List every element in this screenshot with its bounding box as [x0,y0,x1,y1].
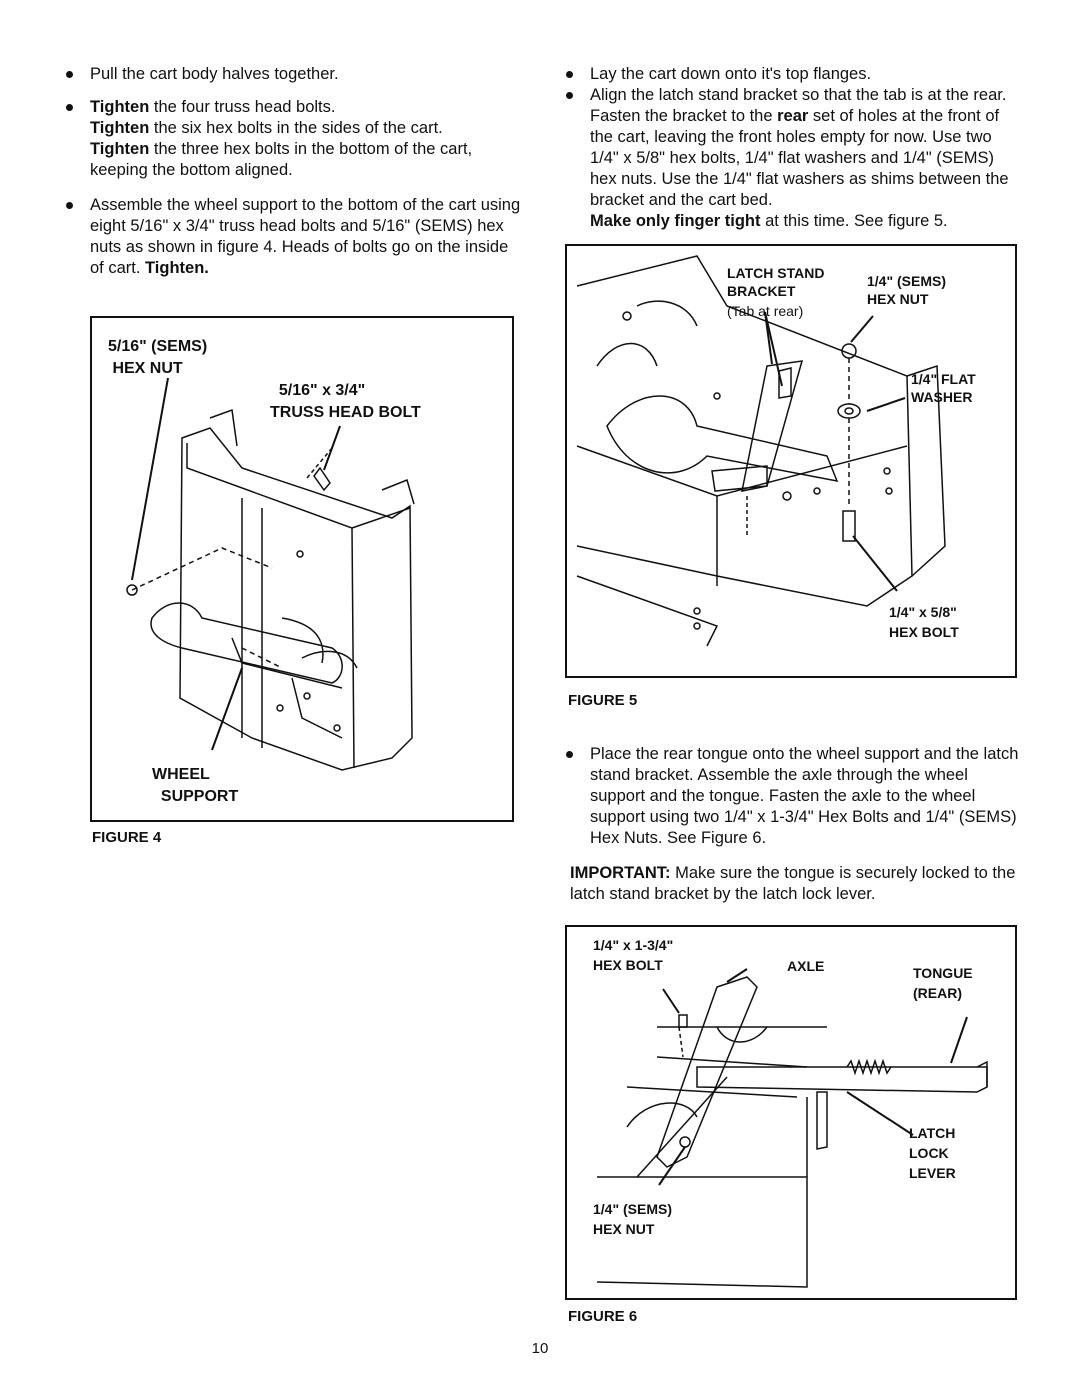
fig4-hex-nut-label: 5/16" (SEMS) HEX NUT [108,338,208,377]
bullet-align-bracket: Align the latch stand bracket so that the tab is at the rear. Fasten the bracket to the rear set of holes at the front of the cart, leaving the front holes empty for now. Use two 1/4" x 5/8" hex bolts, 1/4" flat washers and 1/4" (SEMS) hex nuts. Use the 1/4" flat washers as shims between the bracket and the cart bed. Make only finger tight at this time. See figure 5. [562,85,1022,232]
figure-6-box [565,925,1017,1300]
fig6-axle-label: AXLE [787,958,825,974]
fig5-washer-label: 1/4" FLAT WASHER [911,371,976,405]
fig5-latch-bracket-label: LATCH STAND BRACKET [727,265,825,299]
bullet-wheel-support: Assemble the wheel support to the bottom of the cart using eight 5/16" x 3/4" truss head bolts and 5/16" (SEMS) hex nuts as shown in figure 4. Heads of bolts go on the inside of cart. Tighten. [62,195,522,279]
figure-5-caption: FIGURE 5 [568,692,638,709]
fig5-hex-bolt-label: 1/4" x 5/8" HEX BOLT [889,604,959,640]
fig4-wheel-support-label: WHEEL SUPPORT [152,766,239,805]
fig5-sems-nut-label: 1/4" (SEMS) HEX NUT [867,273,946,307]
figure-6-caption: FIGURE 6 [568,1308,638,1325]
fig6-sems-nut-label: 1/4" (SEMS) HEX NUT [593,1201,672,1237]
important-note: IMPORTANT: Make sure the tongue is securely locked to the latch stand bracket by the latch lock lever. [570,864,1016,903]
bullet-pull-halves: Pull the cart body halves together. [62,64,522,85]
figure-4-caption: FIGURE 4 [92,829,162,846]
fig5-tab-label: (Tab at rear) [727,303,804,319]
fig6-hex-bolt-label: 1/4" x 1-3/4" HEX BOLT [593,937,674,973]
fig6-tongue-label: TONGUE (REAR) [913,965,973,1001]
tighten-side-line: Tighten the six hex bolts in the sides of the cart. [90,119,443,137]
right-column-top [562,64,1022,244]
figure-5-box [565,244,1017,678]
left-column [62,64,522,291]
figure-4-box [90,316,514,822]
fig6-latch-lever-label: LATCH LOCK LEVER [909,1125,956,1181]
right-column-bottom [562,744,1022,905]
fig4-truss-bolt-label: 5/16" x 3/4" TRUSS HEAD BOLT [270,382,421,421]
bullet-rear-tongue: Place the rear tongue onto the wheel support and the latch stand bracket. Assemble the axle through the wheel support and the tongue. Fasten the axle to the wheel support using two 1/4" x 1-3/4" Hex Bolts and 1/4" (SEMS) Hex Nuts. See Figure 6. [562,744,1022,849]
bullet-lay-cart: Lay the cart down onto it's top flanges. [562,64,1022,85]
tighten-bolts-line: Tighten the four truss head bolts. [90,98,336,116]
tighten-bottom-line: Tighten the three hex bolts in the bottom of the cart, keeping the bottom aligned. [90,140,473,179]
page-number: 10 [531,1340,549,1357]
bullet-tighten [62,97,522,181]
